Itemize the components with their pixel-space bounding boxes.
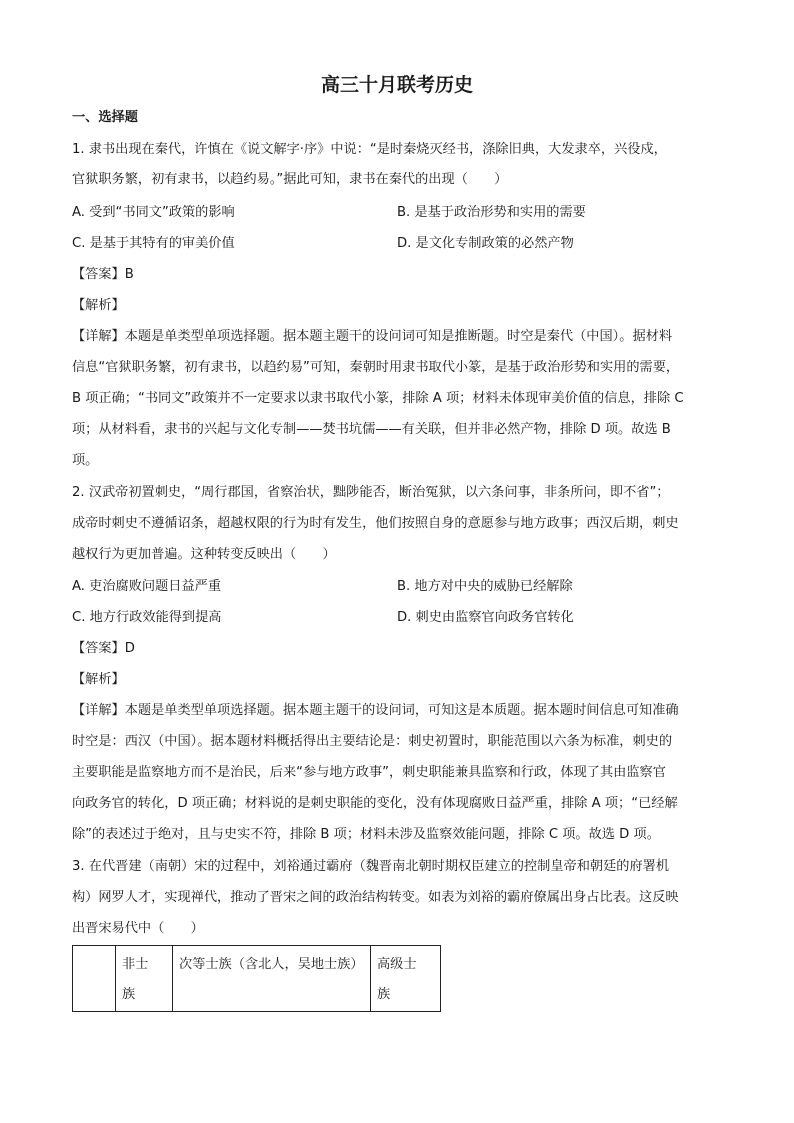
- table-row: [73, 946, 441, 1012]
- q2-analysis-label: 【解析】: [72, 672, 125, 687]
- q3-stem-line: 出晋宋易代中（ ）: [72, 921, 204, 936]
- q2-stem-line: 2. 汉武帝初置刺史，“周行郡国，省察治状，黜陟能否，断治冤狱，以六条问事，非条所问，即不省”；: [72, 485, 670, 500]
- q1-analysis-label: 【解析】: [72, 298, 125, 313]
- q1-detail-line: 【详解】本题是单类型单项选择题。据本题主题干的设问词可知是推断题。时空是秦代（中国）。据材料: [72, 329, 673, 344]
- q2-option-c: C. 地方行政效能得到提高: [72, 610, 222, 625]
- q1-option-d: D. 是文化专制政策的必然产物: [397, 236, 574, 251]
- q1-detail-line: 项；从材料看，隶书的兴起与文化专制——焚书坑儒——有关联，但并非必然产物，排除 D 项。故选 B: [72, 422, 671, 437]
- q2-option-b: B. 地方对中央的威胁已经解除: [397, 579, 573, 594]
- table-header-cell: 次等士族（含北人，吴地士族）: [173, 946, 371, 1012]
- q2-detail-line: 主要职能是监察地方而不是治民，后来“参与地方政事”，刺史职能兼具监察和行政，体现了其由监察官: [72, 765, 666, 780]
- q1-answer: 【答案】B: [72, 267, 134, 282]
- q1-detail-line: 项。: [72, 453, 99, 468]
- table-header-cell: 非士族: [116, 946, 173, 1012]
- q2-option-d: D. 刺史由监察官向政务官转化: [397, 610, 574, 625]
- q2-detail-line: 时空是：西汉（中国）。据本题材料概括得出主要结论是：刺史初置时，职能范围以六条为标准，刺史的: [72, 734, 673, 749]
- section-heading: 一、选择题: [72, 110, 138, 125]
- page-title: 高三十月联考历史: [320, 74, 473, 96]
- q2-answer: 【答案】D: [72, 641, 135, 656]
- table-header-cell: [73, 946, 116, 1012]
- q2-option-a: A. 吏治腐败问题日益严重: [72, 579, 222, 594]
- q2-stem-line: 成帝时刺史不遵循诏条，超越权限的行为时有发生，他们按照自身的意愿参与地方政事；西汉后期，刺史: [72, 516, 679, 531]
- q1-detail-line: B 项正确；“书同文”政策并不一定要求以隶书取代小篆，排除 A 项；材料未体现审美价值的信息，排除 C: [72, 391, 684, 406]
- q1-detail-line: 信息“官狱职务繁，初有隶书，以趋约易”可知，秦朝时用隶书取代小篆，是基于政治形势和实用的需要，: [72, 360, 680, 375]
- q3-table: [72, 945, 441, 1012]
- q3-stem-line: 3. 在代晋建（南朝）宋的过程中，刘裕通过霸府（魏晋南北朝时期权臣建立的控制皇帝和朝廷的府署机: [72, 859, 670, 874]
- q1-option-c: C. 是基于其特有的审美价值: [72, 236, 235, 251]
- q1-stem-line: 官狱职务繁，初有隶书，以趋约易。”据此可知，隶书在秦代的出现（ ）: [72, 172, 508, 187]
- q2-detail-line: 除”的表述过于绝对，且与史实不符，排除 B 项；材料未涉及监察效能问题，排除 C 项。故选 D 项。: [72, 827, 660, 842]
- q1-stem-line: 1. 隶书出现在秦代，许慎在《说文解字·序》中说：“是时秦烧灭经书，涤除旧典，大发隶卒，兴役戍，: [72, 142, 667, 157]
- q2-stem-line: 越权行为更加普遍。这种转变反映出（ ）: [72, 547, 336, 562]
- q2-detail-line: 向政务官的转化，D 项正确；材料说的是刺史职能的变化，没有体现腐败日益严重，排除 A 项；“已经解: [72, 796, 678, 811]
- q2-detail-line: 【详解】本题是单类型单项选择题。据本题主题干的设问词，可知这是本质题。据本题时间信息可知准确: [72, 703, 679, 718]
- q1-option-a: A. 受到“书同文”政策的影响: [72, 205, 235, 220]
- table-header-cell: 高级士族: [371, 946, 441, 1012]
- q3-stem-line: 构）网罗人才，实现禅代，推动了晋宋之间的政治结构转变。如表为刘裕的霸府僚属出身占比表。这反映: [72, 890, 679, 905]
- q1-option-b: B. 是基于政治形势和实用的需要: [397, 205, 586, 220]
